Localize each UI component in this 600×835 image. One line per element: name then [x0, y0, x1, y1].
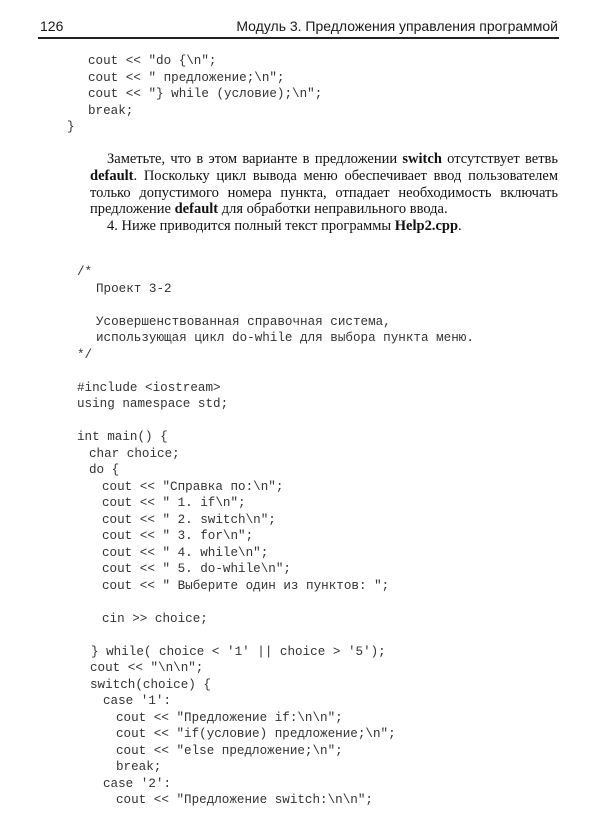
code-line: cout << "} while (условие);\n";	[88, 87, 323, 101]
code-line: cout << "Предложение if:\n\n";	[116, 710, 343, 725]
code-line: }	[67, 120, 75, 134]
code-line	[0, 627, 474, 644]
code-line: cin >> choice;	[102, 611, 208, 626]
keyword: default	[174, 201, 219, 218]
code-line	[0, 594, 474, 611]
code-listing-help2	[0, 264, 474, 809]
code-line: break;	[116, 760, 162, 774]
code-line: } while( choice < '1' || choice > '5');	[91, 644, 386, 659]
code-line: /*	[77, 265, 93, 279]
text: .	[458, 218, 462, 235]
text: для обработки неправильного ввода.	[218, 201, 448, 218]
paragraph-step-4	[90, 218, 558, 235]
code-line: char choice;	[89, 446, 180, 461]
text: . Поскольку цикл вывода меню обеспечивает ввод пользователем только допустимого номера пункта, отпадает необходимость включать предложение	[90, 167, 558, 218]
text: Заметьте, что в этом варианте в предложении	[107, 151, 403, 167]
code-line	[0, 363, 474, 380]
keyword: default	[90, 167, 134, 184]
code-line: Усовершенствованная справочная система,	[96, 314, 391, 329]
code-line: case '1':	[103, 694, 172, 708]
code-line: case '2':	[103, 776, 172, 791]
text: 4. Ниже приводится полный текст программы	[107, 218, 395, 235]
code-line: do {	[89, 463, 120, 477]
code-line: cout << " 3. for\n";	[102, 529, 254, 543]
code-line: использующая цикл do-while для выбора пункта меню.	[96, 331, 474, 345]
code-line: Проект 3-2	[96, 281, 172, 296]
code-line: break;	[88, 103, 134, 118]
code-line	[0, 297, 474, 314]
paragraph-note	[90, 151, 558, 218]
filename: Help2.cpp	[394, 218, 459, 235]
header-rule	[38, 37, 559, 39]
running-header: Модуль 3. Предложения управления программой	[236, 18, 558, 34]
code-line	[0, 413, 474, 430]
body-text	[90, 151, 558, 235]
code-line: cout << " Выберите один из пунктов: ";	[102, 578, 390, 593]
text: отсутствует ветвь	[441, 151, 558, 167]
page-number: 126	[40, 18, 64, 34]
code-line: switch(choice) {	[90, 677, 211, 692]
code-line: cout << "else предложение;\n";	[116, 743, 343, 758]
code-line: cout << "if(условие) предложение;\n";	[116, 727, 396, 741]
code-line: int main() {	[77, 430, 168, 444]
code-line: cout << "Предложение switch:\n\n";	[116, 793, 373, 807]
code-line: cout << " 5. do-while\n";	[102, 562, 291, 576]
code-line: */	[77, 347, 93, 362]
code-line: cout << " 4. while\n";	[102, 545, 269, 560]
code-line: cout << " предложение;\n";	[88, 70, 285, 85]
code-line: cout << " 2. switch\n";	[102, 512, 276, 527]
code-line: #include <iostream>	[77, 380, 221, 395]
code-line: cout << "do {\n";	[88, 54, 217, 68]
code-line: using namespace std;	[77, 397, 229, 411]
code-line: cout << "Справка по:\n";	[102, 479, 284, 494]
keyword: switch	[402, 151, 442, 167]
code-fragment-top	[0, 53, 322, 136]
code-line: cout << " 1. if\n";	[102, 496, 246, 510]
code-line: cout << "\n\n";	[90, 661, 204, 675]
